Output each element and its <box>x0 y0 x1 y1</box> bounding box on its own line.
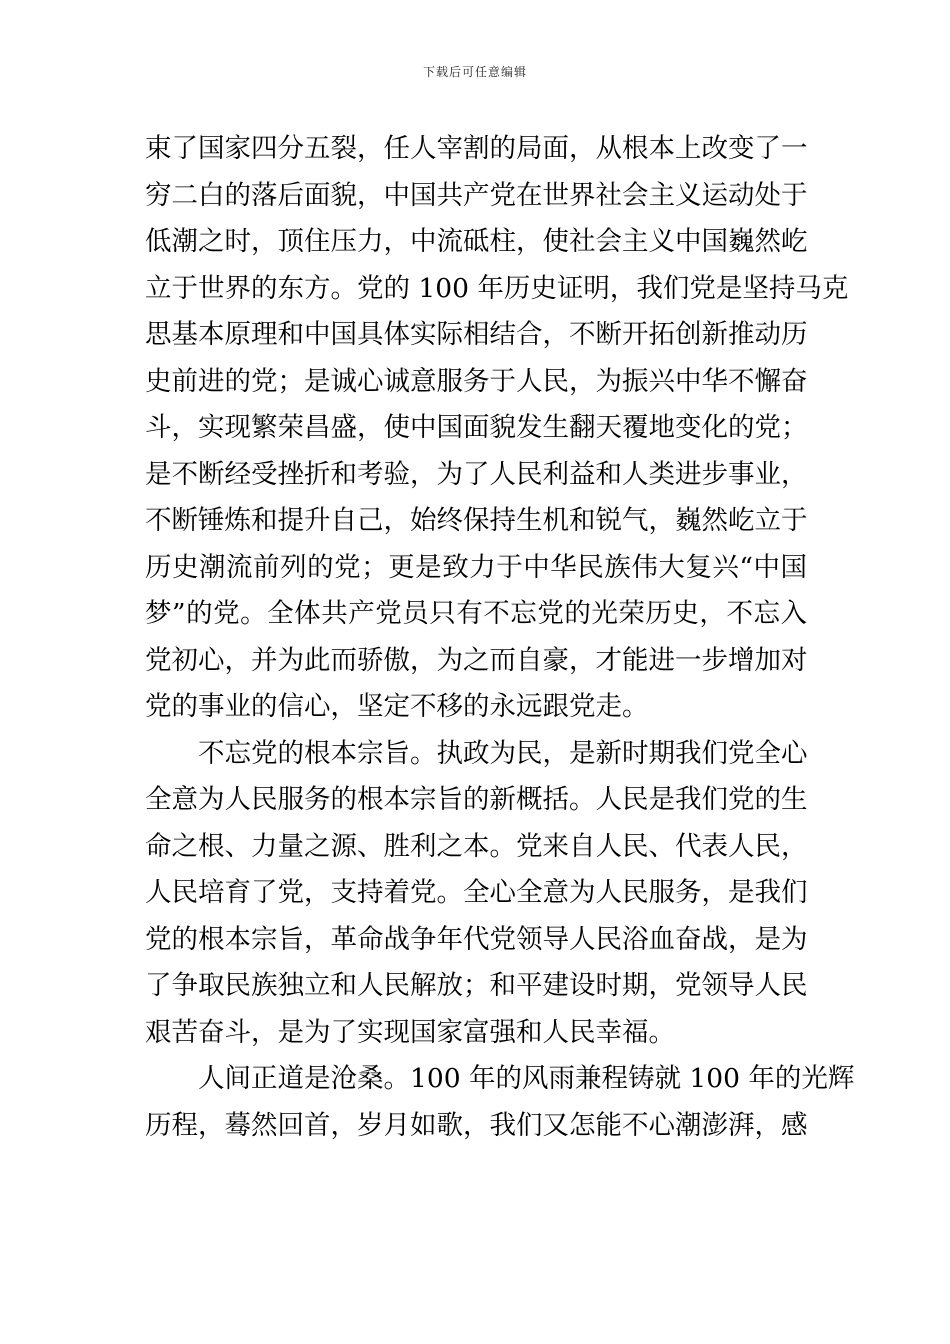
text-line: 党的事业的信心，坚定不移的永远跟党走。 <box>145 691 649 722</box>
text-line: 人民培育了党，支持着党。全心全意为人民服务，是我们 <box>145 877 808 908</box>
text-line: 党的根本宗旨，革命战争年代党领导人民浴血奋战，是为 <box>145 923 808 955</box>
text-line: 党初心，并为此而骄傲，为之而自豪，才能进一步增加对 <box>145 644 808 676</box>
text-line: 历史潮流前列的党；更是致力于中华民族伟大复兴“中国 <box>145 551 807 583</box>
text-line: 束了国家四分五裂，任人宰割的局面，从根本上改变了一 <box>145 133 808 164</box>
body-text <box>145 126 855 1149</box>
text-line: 艰苦奋斗，是为了实现国家富强和人民幸福。 <box>145 1016 675 1048</box>
text-line: 全意为人民服务的根本宗旨的新概括。人民是我们党的生 <box>145 784 808 815</box>
text-line: 命之根、力量之源、胜利之本。党来自人民、代表人民， <box>145 830 808 862</box>
paragraph-first-line: 不忘党的根本宗旨。执政为民，是新时期我们党全心 <box>198 737 808 769</box>
text-line: 史前进的党；是诚心诚意服务于人民，为振兴中华不懈奋 <box>145 365 808 397</box>
page-header: 下载后可任意编辑 <box>422 65 527 79</box>
text-line: 思基本原理和中国具体实际相结合，不断开拓创新推动历 <box>145 319 808 350</box>
text-line: 穷二白的落后面貌，中国共产党在世界社会主义运动处于 <box>145 179 808 211</box>
text-line: 低潮之时，顶住压力，中流砥柱，使社会主义中国巍然屹 <box>145 226 808 257</box>
text-line: 不断锤炼和提升自己，始终保持生机和锐气，巍然屹立于 <box>145 505 808 536</box>
text-line: 了争取民族独立和人民解放；和平建设时期，党领导人民 <box>145 970 808 1001</box>
text-line: 是不断经受挫折和考验，为了人民利益和人类进步事业， <box>145 458 808 490</box>
paragraph-first-line: 人间正道是沧桑。100 年的风雨兼程铸就 100 年的光辉 <box>198 1063 855 1094</box>
text-line: 立于世界的东方。党的 100 年历史证明，我们党是坚持马克 <box>145 272 849 304</box>
text-line: 梦”的党。全体共产党员只有不忘党的光荣历史，不忘入 <box>145 598 807 629</box>
text-line: 斗，实现繁荣昌盛，使中国面貌发生翻天覆地变化的党； <box>145 412 808 443</box>
text-line: 历程，蓦然回首，岁月如歌，我们又怎能不心潮澎湃，感 <box>145 1109 808 1141</box>
